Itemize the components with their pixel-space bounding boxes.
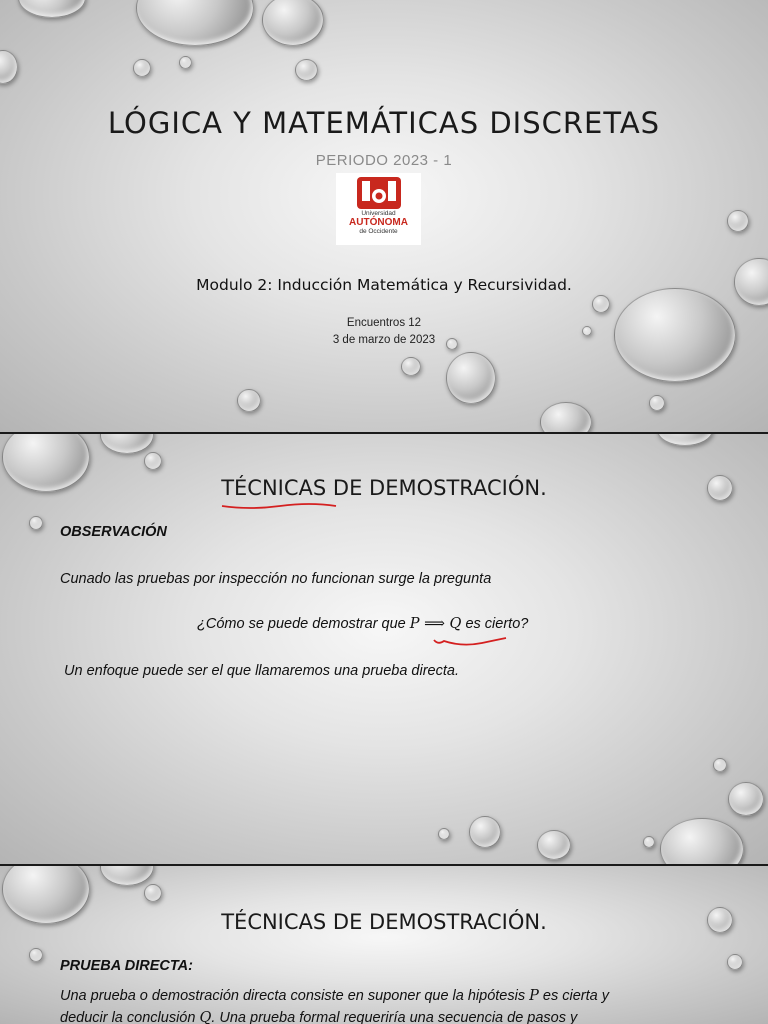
water-drop: [657, 434, 713, 446]
water-drop: [237, 389, 261, 412]
water-drop: [446, 352, 496, 404]
water-drop: [713, 758, 727, 772]
observation-heading: OBSERVACIÓN: [60, 524, 167, 540]
water-drop: [133, 59, 151, 77]
water-drop: [29, 516, 43, 530]
date-label: 3 de marzo de 2023: [332, 334, 436, 346]
implication-formula: P ⟹ Q: [409, 616, 462, 632]
definition-line-1: [60, 988, 609, 1004]
period-label: PERIODO 2023 - 1: [315, 152, 453, 169]
water-drop: [592, 295, 610, 313]
water-drop: [29, 948, 43, 962]
direct-proof-heading: PRUEBA DIRECTA:: [60, 958, 193, 974]
water-drop: [728, 782, 764, 816]
water-drop: [649, 395, 665, 411]
water-drop: [727, 954, 743, 970]
water-drop: [18, 0, 86, 18]
direct-proof-text: Un enfoque puede ser el que llamaremos una prueba directa.: [64, 663, 459, 679]
definition-text: deducir la conclusión: [60, 1010, 200, 1024]
water-drop: [144, 884, 162, 902]
logo-line-1: Universidad: [361, 210, 396, 217]
meeting-label: Encuentros 12: [346, 317, 422, 329]
water-drop: [262, 0, 324, 46]
definition-text: . Una prueba formal requeriría una secuencia de pasos y: [211, 1010, 578, 1024]
question-suffix: es cierto?: [461, 616, 529, 632]
university-logo-mark: [357, 177, 401, 209]
red-squiggle-annotation: [432, 634, 508, 648]
slide-heading: [0, 476, 768, 500]
water-drop: [540, 402, 592, 432]
water-drop: [144, 452, 162, 470]
definition-text: es cierta y: [538, 988, 609, 1004]
question-prefix: ¿Cómo se puede demostrar que: [197, 616, 410, 632]
logo-line-2: AUTÓNOMA: [349, 217, 408, 228]
water-drop: [643, 836, 655, 848]
water-drop: [100, 434, 154, 454]
university-logo: [336, 173, 421, 245]
variable-p: P: [529, 988, 539, 1004]
water-drop: [438, 828, 450, 840]
slide-title-text: LÓGICA Y MATEMÁTICAS DISCRETAS: [107, 106, 661, 140]
question-text: [197, 616, 528, 632]
water-drop: [179, 56, 192, 69]
water-drop: [136, 0, 254, 46]
heading-underlined-word: TÉCNICAS: [221, 476, 327, 500]
water-drop: [537, 830, 571, 860]
water-drop: [469, 816, 501, 848]
water-drop: [401, 357, 421, 376]
slide-direct-proof: [0, 866, 768, 1024]
water-drop: [0, 50, 18, 84]
slide-title: [0, 0, 768, 432]
water-drop: [660, 818, 744, 864]
observation-text: Cunado las pruebas por inspección no funcionan surge la pregunta: [60, 571, 492, 587]
slide-heading: TÉCNICAS DE DEMOSTRACIÓN.: [221, 910, 547, 934]
definition-line-2: [60, 1010, 577, 1024]
module-title: Modulo 2: Inducción Matemática y Recursividad.: [196, 276, 572, 294]
slide-observation: [0, 434, 768, 864]
definition-text: Una prueba o demostración directa consiste en suponer que la hipótesis: [60, 988, 530, 1004]
logo-line-3: de Occidente: [359, 228, 398, 235]
heading-rest: DE DEMOSTRACIÓN.: [326, 476, 547, 500]
water-drop: [295, 59, 318, 81]
water-drop: [100, 866, 154, 886]
red-underline-annotation: [220, 500, 338, 512]
water-drop: [727, 210, 749, 232]
variable-q: Q: [199, 1010, 212, 1024]
